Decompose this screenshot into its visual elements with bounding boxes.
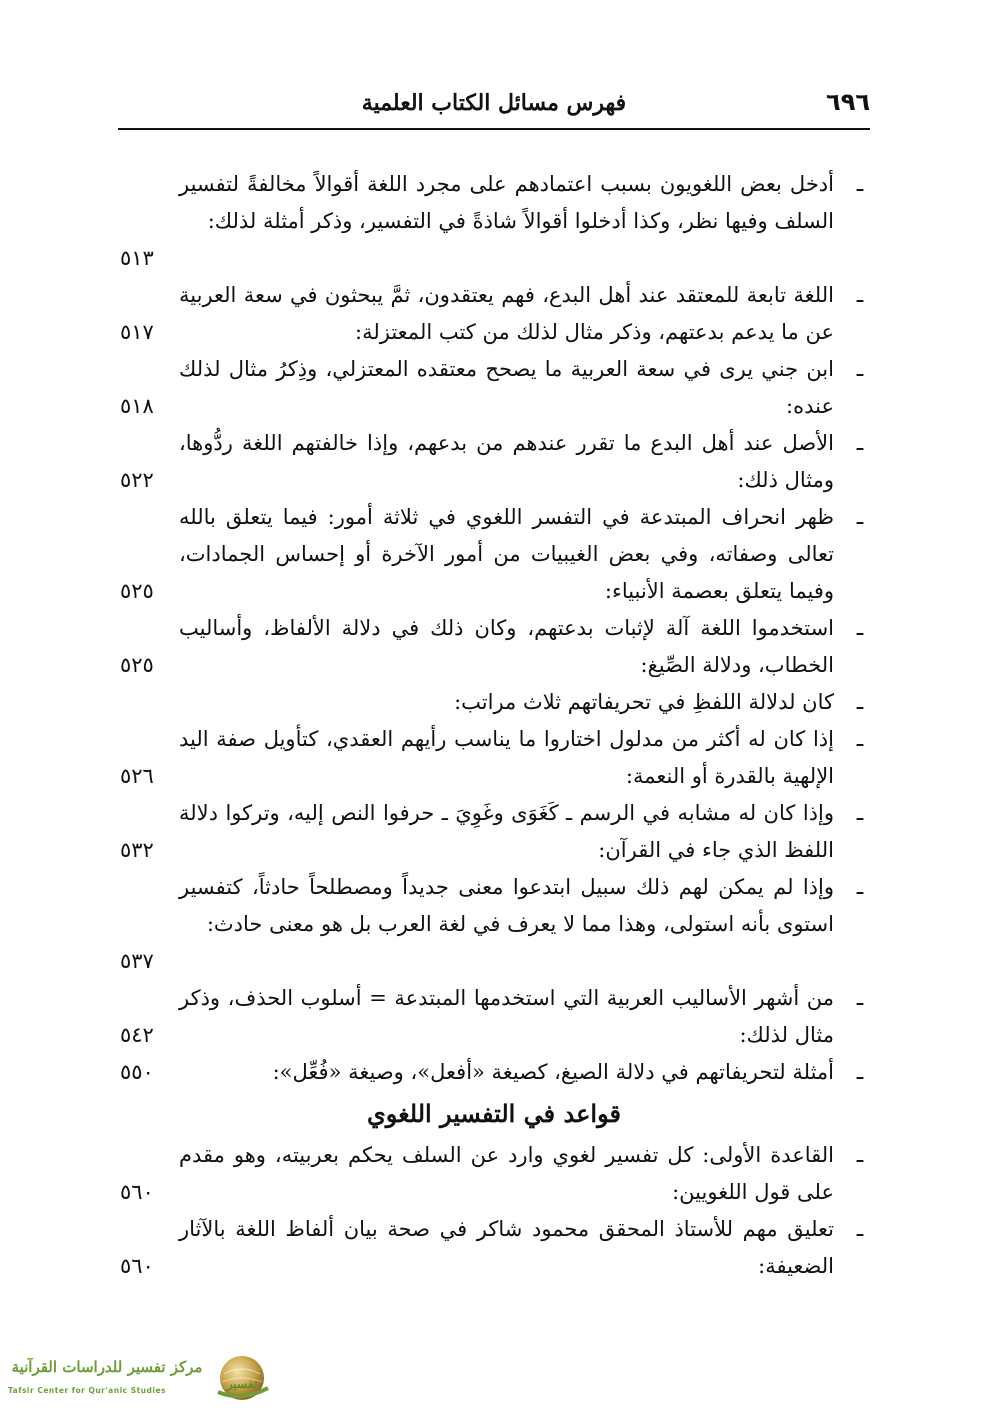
globe-emblem-icon — [214, 1352, 270, 1408]
entry-page-ref: ٥٦٠ — [120, 1180, 154, 1204]
entry-text: كان لدلالة اللفظِ في تحريفاتهم ثلاث مراتب: — [454, 690, 834, 714]
bullet-dash: ـ — [856, 616, 864, 641]
index-entry — [118, 277, 870, 351]
bullet-dash: ـ — [856, 986, 864, 1011]
entry-text: تعليق مهم للأستاذ المحقق محمود شاكر في صحة بيان ألفاظ اللغة بالآثار الضعيفة: — [179, 1217, 834, 1278]
entry-text: ظهر انحراف المبتدعة في التفسر اللغوي في ثلاثة أمور: فيما يتعلق بالله تعالى وصفاته، وفي بعض الغيبيات من أمور الآخرة أو إحساس الجمادات، وفيما يتعلق بعصمة الأنبياء: — [179, 505, 834, 603]
entry-page-ref: ٥١٧ — [120, 320, 154, 344]
entry-text: ابن جني يرى في سعة العربية ما يصحح معتقده المعتزلي، وذِكرُ مثال لذلك عنده: — [179, 357, 834, 418]
index-entry — [118, 1054, 870, 1091]
entry-text: أمثلة لتحريفاتهم في دلالة الصيغ، كصيغة «أفعل»، وصيغة «فُعِّل»: — [272, 1060, 834, 1084]
index-entry — [118, 166, 870, 277]
entry-text: وإذا لم يمكن لهم ذلك سبيل ابتدعوا معنى جديداً ومصطلحاً حادثاً، كتفسير استوى بأنه استولى، وهذا مما لا يعرف في لغة العرب بل هو معنى حادث: — [179, 875, 834, 936]
entry-text: وإذا كان له مشابه في الرسم ـ كَغَوَى وغَوِيَ ـ حرفوا النص إليه، وتركوا دلالة اللفظ الذي جاء في القرآن: — [179, 801, 834, 862]
bullet-dash: ـ — [856, 1143, 864, 1168]
index-entry — [118, 351, 870, 425]
bullet-dash: ـ — [856, 431, 864, 456]
entry-text: من أشهر الأساليب العربية التي استخدمها المبتدعة = أسلوب الحذف، وذكر مثال لذلك: — [179, 986, 834, 1047]
bullet-dash: ـ — [856, 1060, 864, 1085]
logo-subtext: Tafsir Center for Qur'anic Studies — [8, 1386, 167, 1395]
entry-page-ref: ٥٣٧ — [120, 949, 154, 973]
entry-page-ref: ٥٥٠ — [120, 1060, 154, 1084]
entry-page-ref: ٥٦٠ — [120, 1254, 154, 1278]
bullet-dash: ـ — [856, 283, 864, 308]
index-entry — [118, 795, 870, 869]
logo-emblem-text: تفسير — [226, 1377, 258, 1391]
logo-text: مركز تفسير للدراسات القرآنية — [11, 1358, 203, 1376]
entry-text: الأصل عند أهل البدع ما تقرر عندهم من بدعهم، وإذا خالفتهم اللغة ردُّوها، ومثال ذلك: — [179, 431, 834, 492]
section-heading: قواعد في التفسير اللغوي — [367, 1099, 621, 1128]
page-header — [118, 88, 870, 130]
index-entry — [118, 1137, 870, 1211]
index-entry — [118, 499, 870, 610]
entry-text: أدخل بعض اللغويون بسبب اعتمادهم على مجرد اللغة أقوالاً مخالفةً لتفسير السلف وفيها نظر، وكذا أدخلوا أقوالاً شاذةً في التفسير، وذكر أمثلة لذلك: — [179, 172, 834, 233]
page-number: ٦٩٦ — [826, 88, 870, 116]
index-entry — [118, 610, 870, 684]
running-title: فهرس مسائل الكتاب العلمية — [361, 90, 627, 116]
entry-text: القاعدة الأولى: كل تفسير لغوي وارد عن السلف يحكم بعربيته، وهو مقدم على قول اللغويين: — [179, 1143, 834, 1204]
index-entry — [118, 869, 870, 980]
entry-text: استخدموا اللغة آلة لإثبات بدعتهم، وكان ذلك في دلالة الألفاظ، وأساليب الخطاب، ودلالة الصِّيغ: — [179, 616, 834, 677]
entry-text: اللغة تابعة للمعتقد عند أهل البدع، فهم يعتقدون، ثمَّ يبحثون في سعة العربية عن ما يدعم بدعتهم، وذكر مثال لذلك من كتب المعتزلة: — [179, 283, 834, 344]
index-entry — [118, 1211, 870, 1285]
center-logo — [0, 1352, 272, 1410]
index-entry — [118, 684, 870, 721]
entry-text: إذا كان له أكثر من مدلول اختاروا ما يناسب رأيهم العقدي، كتأويل صفة اليد الإلهية بالقدرة أو النعمة: — [179, 727, 834, 788]
entry-page-ref: ٥٤٢ — [120, 1023, 154, 1047]
bullet-dash: ـ — [856, 727, 864, 752]
entry-page-ref: ٥٢٥ — [120, 653, 154, 677]
entry-page-ref: ٥٣٢ — [120, 838, 154, 862]
bullet-dash: ـ — [856, 801, 864, 826]
bullet-dash: ـ — [856, 172, 864, 197]
bullet-dash: ـ — [856, 505, 864, 530]
bullet-dash: ـ — [856, 357, 864, 382]
entry-page-ref: ٥١٨ — [120, 394, 154, 418]
bullet-dash: ـ — [856, 875, 864, 900]
entry-page-ref: ٥٢٦ — [120, 764, 154, 788]
entry-page-ref: ٥١٣ — [120, 246, 154, 270]
index-entries — [118, 166, 870, 1285]
bullet-dash: ـ — [856, 1217, 864, 1242]
entry-page-ref: ٥٢٥ — [120, 579, 154, 603]
index-entry — [118, 425, 870, 499]
index-entry — [118, 721, 870, 795]
index-entry — [118, 980, 870, 1054]
entry-page-ref: ٥٢٢ — [120, 468, 154, 492]
bullet-dash: ـ — [856, 690, 864, 715]
